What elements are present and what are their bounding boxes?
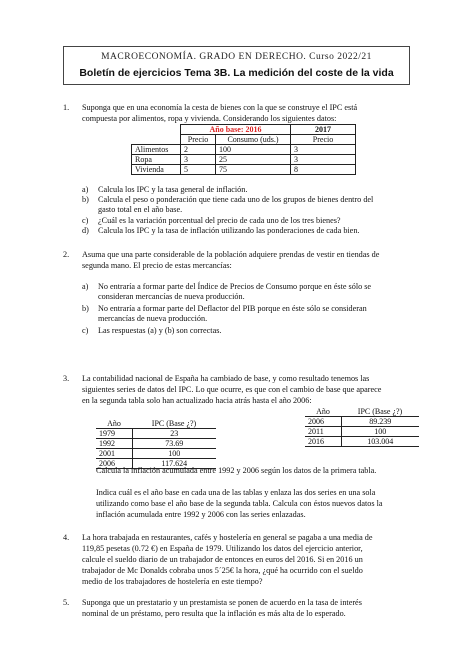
q1-sub-d-label: d) bbox=[82, 226, 89, 235]
question-3-para-2: inflación acumulada entre 1992 y 2006 con las series enlazadas. bbox=[96, 510, 306, 519]
col-year: Año bbox=[96, 419, 132, 429]
table-row: Vivienda 5 75 8 bbox=[132, 165, 356, 175]
q1-sub-b-label: b) bbox=[82, 195, 89, 204]
question-3-line: siguientes series de datos del IPC. Lo que ocurre, es que con el cambio de base que aparece bbox=[82, 385, 382, 394]
q2-sub-b-text: mercancías de nueva producción. bbox=[98, 314, 208, 323]
question-5-line: nominal de un préstamo, pero resulta que la inflación es más alta de lo esperado. bbox=[82, 609, 346, 618]
ipc-table-1 bbox=[96, 419, 216, 469]
question-3-line: La contabilidad nacional de España ha cambiado de base, y como resultado tenemos las bbox=[82, 374, 370, 383]
col-ipc: IPC (Base ¿?) bbox=[132, 419, 216, 429]
q2-sub-a-text: consideran mercancías de nueva producción. bbox=[98, 292, 245, 301]
col-consumo: Consumo (uds.) bbox=[216, 135, 291, 145]
col-ipc: IPC (Base ¿?) bbox=[341, 407, 419, 417]
table-row: 2016 103.004 bbox=[305, 437, 419, 447]
q2-sub-b-text: No entraría a formar parte del Deflactor del PIB porque en éste sólo se consideran bbox=[98, 304, 367, 313]
question-4-line: calcule el sueldo diario de un trabajador de entonces en euros del 2016. Si en 2016 un bbox=[82, 555, 363, 564]
base-year-header: Año base: 2016 bbox=[181, 125, 291, 135]
q2-sub-a-text: No entraría a formar parte del Índice de Precios de Consumo porque en éste sólo se bbox=[98, 282, 372, 291]
table-row: Ropa 3 25 3 bbox=[132, 155, 356, 165]
question-4-line: 119,85 pesetas (0.72 €) en España de 1979. Utilizando los datos del ejercicio anterior, bbox=[82, 544, 363, 553]
q1-sub-a-text: Calcula los IPC y la tasa general de inflación. bbox=[98, 185, 248, 194]
q1-sub-c-text: ¿Cuál es la variación porcentual del precio de cada uno de los tres bienes? bbox=[98, 216, 341, 225]
question-3-para-1: Calcula la inflación acumulada entre 1992 y 2006 según los datos de la primera tabla. bbox=[96, 466, 377, 475]
q2-sub-c-text: Las respuestas (a) y (b) son correctas. bbox=[98, 326, 222, 335]
question-2-line: Asuma que una parte considerable de la población adquiere prendas de vestir en tiendas de bbox=[82, 250, 380, 259]
q2-sub-c-label: c) bbox=[82, 326, 89, 335]
table-row: 2001 100 bbox=[96, 449, 216, 459]
question-1-number: 1. bbox=[63, 103, 70, 112]
question-1-line: Suponga que en una economía la cesta de bienes con la que se construye el IPC está bbox=[82, 103, 358, 112]
question-3-number: 3. bbox=[63, 374, 70, 383]
table-row: 2006 89.239 bbox=[305, 417, 419, 427]
q2-sub-a-label: a) bbox=[82, 282, 89, 291]
year-2017-header: 2017 bbox=[291, 125, 356, 135]
question-2-line: segunda mano. El precio de estas mercancías: bbox=[82, 261, 232, 270]
q1-sub-a-label: a) bbox=[82, 185, 89, 194]
col-year: Año bbox=[305, 407, 341, 417]
header-box bbox=[63, 46, 410, 85]
q1-sub-c-label: c) bbox=[82, 216, 89, 225]
q1-sub-d-text: Calcula los IPC y la tasa de inflación utilizando las ponderaciones de cada bien. bbox=[98, 226, 360, 235]
question-5-number: 5. bbox=[63, 598, 70, 607]
question-1-line: compuesta por alimentos, ropa y vivienda. Considerando los siguientes datos: bbox=[82, 114, 337, 123]
price-consumption-table bbox=[131, 124, 356, 175]
question-5-line: Suponga que un prestatario y un prestamista se ponen de acuerdo en la tasa de interés bbox=[82, 598, 362, 607]
question-4-number: 4. bbox=[63, 533, 70, 542]
table-row: Alimentos 2 100 3 bbox=[132, 145, 356, 155]
question-3-para-2: utilizando como base el año base de la segunda tabla. Calcula con éstos nuevos datos la bbox=[96, 499, 383, 508]
table-row: 2011 100 bbox=[305, 427, 419, 437]
question-4-line: La hora trabajada en restaurantes, cafés y hostelería en general se pagaba a una media de bbox=[82, 533, 373, 542]
question-4-line: medio de los trabajadores de hostelería en este tiempo? bbox=[82, 577, 263, 586]
q2-sub-b-label: b) bbox=[82, 304, 89, 313]
table-row: 1992 73.69 bbox=[96, 439, 216, 449]
question-3-para-2: Indica cuál es el año base en cada una de las tablas y enlaza las dos series en una sola bbox=[96, 488, 376, 497]
col-precio-2017: Precio bbox=[291, 135, 356, 145]
q1-sub-b-text: Calcula el peso o ponderación que tiene cada uno de los grupos de bienes dentro del bbox=[98, 195, 374, 204]
course-title: MACROECONOMÍA. GRADO EN DERECHO. Curso 2022/21 bbox=[101, 52, 372, 62]
question-2-number: 2. bbox=[63, 250, 70, 259]
question-3-line: en la segunda tabla solo han actualizado hacia atrás hasta el año 2006: bbox=[82, 396, 312, 405]
table-row: 1979 23 bbox=[96, 429, 216, 439]
ipc-table-2 bbox=[305, 407, 419, 447]
table-row: 2006 117.624 bbox=[96, 459, 216, 469]
q1-sub-b-text: gasto total en el año base. bbox=[98, 205, 183, 214]
question-4-line: trabajador de Mc Donalds cobraba unos 5´25€ la hora, ¿qué ha ocurrido con el sueldo bbox=[82, 566, 363, 575]
col-precio: Precio bbox=[181, 135, 216, 145]
bulletin-title: Boletín de ejercicios Tema 3B. La medición del coste de la vida bbox=[79, 67, 394, 79]
